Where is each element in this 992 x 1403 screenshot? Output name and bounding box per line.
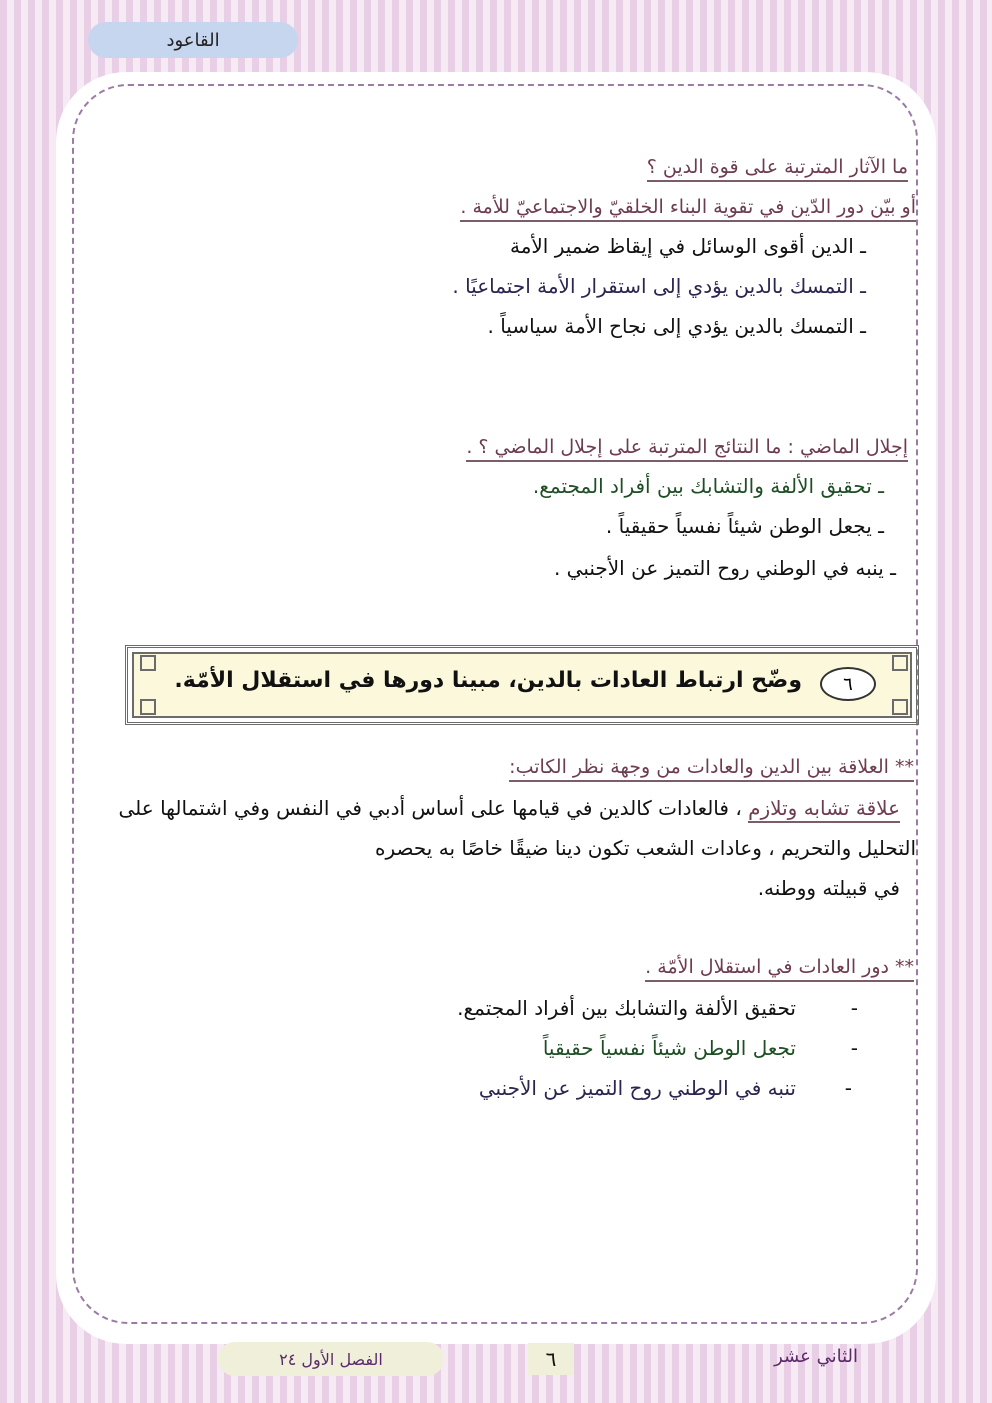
relation-paragraph-line: في قبيلته ووطنه. [757, 876, 900, 900]
relation-heading: ** العلاقة بين الدين والعادات من وجهة نظر الكاتب: [509, 756, 914, 782]
answer-item: ـ تحقيق الألفة والتشابك بين أفراد المجتمع. [532, 474, 884, 498]
role-item-dash: - [850, 996, 858, 1020]
role-item-dash: - [844, 1076, 852, 1100]
role-item-dash: - [850, 1036, 858, 1060]
relation-highlight: علاقة تشابه وتلازم [748, 796, 900, 823]
answer-item: ـ التمسك بالدين يؤدي إلى نجاح الأمة سياسياً . [487, 314, 866, 338]
relation-line-rest: ، فالعادات كالدين في قيامها على أساس أدبي في النفس وفي اشتمالها على [118, 796, 749, 820]
question-frame [132, 652, 912, 718]
question-number: ٦ [820, 667, 876, 701]
answer-item: ـ ينبه في الوطني روح التميز عن الأجنبي . [553, 556, 896, 580]
term-badge [218, 1342, 444, 1376]
role-item: تنبه في الوطني روح التميز عن الأجنبي [478, 1076, 796, 1100]
answer-item: ـ التمسك بالدين يؤدي إلى استقرار الأمة اجتماعيًا . [452, 274, 866, 298]
author-name: القاعود [166, 29, 220, 51]
role-heading: ** دور العادات في استقلال الأمّة . [645, 956, 914, 982]
answer-item: ـ يجعل الوطن شيئاً نفسياً حقيقياً . [605, 514, 884, 538]
frame-corner-ornament [140, 655, 156, 671]
frame-corner-ornament [140, 699, 156, 715]
relation-paragraph-line: التحليل والتحريم ، وعادات الشعب تكون دينا ضيقًا خاصًا به يحصره [375, 836, 916, 860]
author-badge [88, 22, 298, 58]
frame-corner-ornament [892, 699, 908, 715]
role-item: تحقيق الألفة والتشابك بين أفراد المجتمع. [457, 996, 796, 1020]
role-item: تجعل الوطن شيئاً نفسياً حقيقياً [542, 1036, 796, 1060]
page-number: ٦ [528, 1343, 574, 1375]
grade-label: الثاني عشر [774, 1346, 858, 1367]
question-heading: ما الآثار المترتبة على قوة الدين ؟ [647, 156, 908, 182]
term-label: الفصل الأول ٢٤ [279, 1349, 383, 1369]
frame-corner-ornament [892, 655, 908, 671]
question-subheading: أو بيّن دور الدّين في تقوية البناء الخلقيّ والاجتماعيّ للأمة . [460, 196, 916, 222]
answer-item: ـ الدين أقوى الوسائل في إيقاظ ضمير الأمة [509, 234, 866, 258]
question-heading: إجلال الماضي : ما النتائج المترتبة على إجلال الماضي ؟ . [466, 436, 908, 462]
relation-paragraph-line [119, 796, 901, 820]
question-title: وضّح ارتباط العادات بالدين، مبينا دورها في استقلال الأمّة. [174, 668, 802, 693]
